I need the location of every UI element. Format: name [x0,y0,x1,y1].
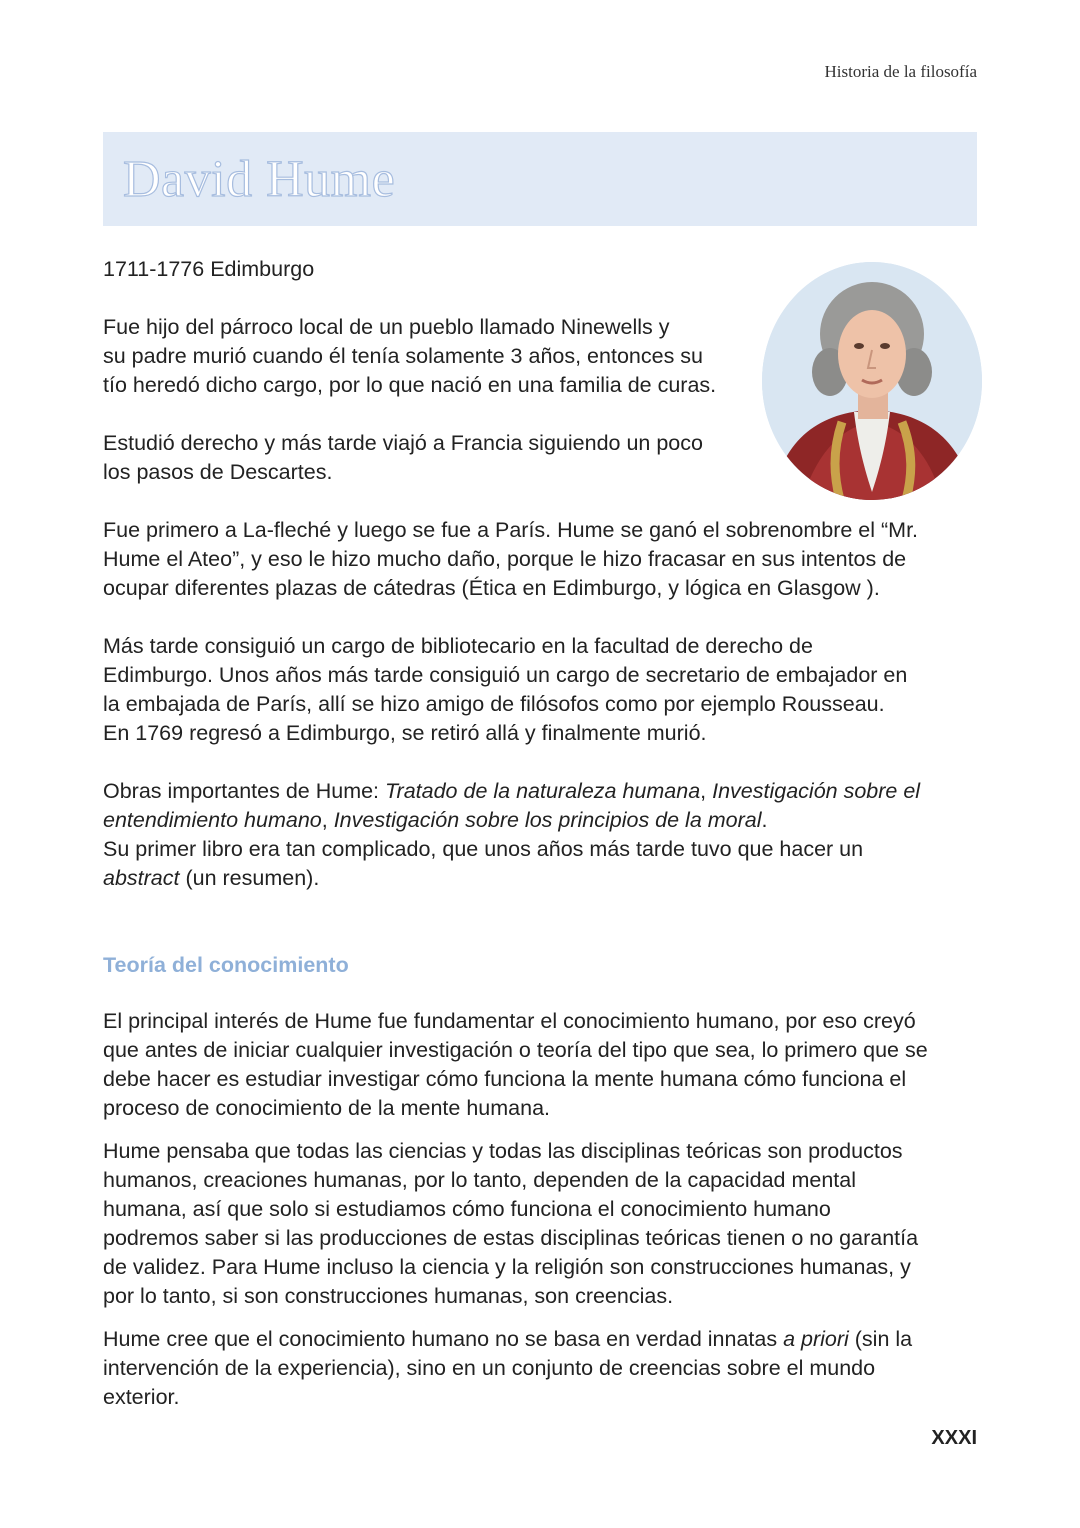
section-body [103,1007,983,1426]
works-paragraph: Obras importantes de Hume: Tratado de la naturaleza humana, Investigación sobre el entendimiento humano, Investigación sobre los principios de la moral. Su primer libro era tan complicado, que unos años más tarde tuvo que hacer un abstract (un resumen). [103,779,921,890]
bio-paragraph-3: Fue primero a La-fleché y luego se fue a París. Hume se ganó el sobrenombre el “Mr. Hume el Ateo”, y eso le hizo mucho daño, porque le hizo fracasar en sus intentos de ocupar diferentes plazas de cátedras (Ética en Edimburgo, y lógica en Glasgow ). [103,518,919,600]
work-title: Investigación sobre los principios de la moral [333,808,762,832]
biography [103,255,983,893]
title-banner [103,132,977,226]
section-paragraph-1: El principal interés de Hume fue fundamentar el conocimiento humano, por eso creyó que antes de iniciar cualquier investigación o teoría del tipo que sea, lo primero que se debe hacer es estudiar investigar cómo funciona la mente humana cómo funciona el proceso de conocimiento de la mente humana. [103,1009,928,1120]
running-header: Historia de la filosofía [824,62,977,81]
bio-paragraph-1: Fue hijo del párroco local de un pueblo llamado Ninewells y su padre murió cuando él tenía solamente 3 años, entonces su tío heredó dicho cargo, por lo que nació en una familia de curas. [103,315,717,397]
section-paragraph-3: Hume cree que el conocimiento humano no se basa en verdad innatas a priori (sin la intervención de la experiencia), sino en un conjunto de creencias sobre el mundo exterior. [103,1327,913,1409]
bio-paragraph-4: Más tarde consiguió un cargo de bibliotecario en la facultad de derecho de Edimburgo. Unos años más tarde consiguió un cargo de secretario de embajador en la embajada de París, allí se hizo amigo de filósofos como por ejemplo Rousseau. En 1769 regresó a Edimburgo, se retiró allá y finalmente murió. [103,634,908,745]
section-heading: Teoría del conocimiento [103,953,349,977]
work-title: Tratado de la naturaleza humana [385,779,701,803]
bio-paragraph-2: Estudió derecho y más tarde viajó a Francia siguiendo un poco los pasos de Descartes. [103,431,703,484]
work-title: entendimiento humano [103,808,322,832]
page-title: David Hume [123,151,396,208]
life-dates: 1711-1776 Edimburgo [103,257,315,281]
section-paragraph-2: Hume pensaba que todas las ciencias y todas las disciplinas teóricas son productos humanos, creaciones humanas, por lo tanto, dependen de la capacidad mental humana, así que solo si estudiamos cómo funciona el conocimiento humano podremos saber si las producciones de estas disciplinas teóricas tienen o no garantía de validez. Para Hume incluso la ciencia y la religión son construcciones humanas, y por lo tanto, si son construcciones humanas, son creencias. [103,1139,919,1308]
work-title: Investigación sobre el [712,779,921,803]
page-number: XXXI [931,1427,977,1449]
